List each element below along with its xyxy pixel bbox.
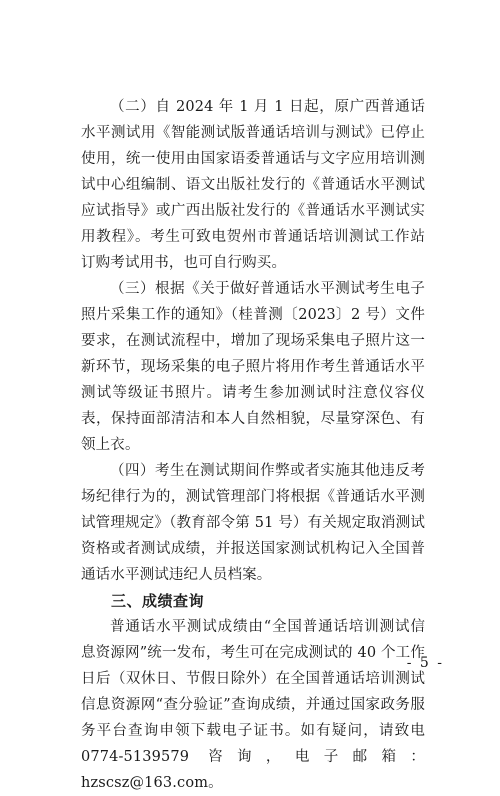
section-heading-score-query: 三、成绩查询 [111,592,205,610]
paragraph-exam-discipline: （四）考生在测试期间作弊或者实施其他违反考场纪律行为的，测试管理部门将根据《普通话水平测试管理规定》（教育部令第 51 号）有关规定取消测试资格或者测试成绩，并报送国家测试机构记入全国普通话水平测试违纪人员档案。 [81,463,425,583]
paragraph-photo-collection: （三）根据《关于做好普通话水平测试考生电子照片采集工作的通知》（桂普测〔2023〕2 号）文件要求，在测试流程中，增加了现场采集电子照片这一新环节，现场采集的电子照片将用作考生普通话水平测试等级证书照片。请考生参加测试时注意仪容仪表，保持面部清洁和本人自然相貌，尽量穿深色、有领上衣。 [81,281,425,453]
paragraph-textbook-notice: （二）自 2024 年 1 月 1 日起，原广西普通话水平测试用《智能测试版普通话培训与测试》已停止使用，统一使用由国家语委普通话与文字应用培训测试中心组编制、语文出版社发行的《普通话水平测试应试指导》或广西出版社发行的《普通话水平测试实用教程》。考生可致电贺州市普通话培训测试工作站订购考试用书，也可自行购买。 [81,99,425,271]
document-body [81,94,425,796]
paragraph-score-query: 普通话水平测试成绩由“全国普通话培训测试信息资源网”统一发布，考生可在完成测试的 40 个工作日后（双休日、节假日除外）在全国普通话培训测试信息资源网“查分验证”查询成绩，并通过国家政务服务平台查询申领下载电子证书。如有疑问，请致电 0774-5139579 咨询，电子邮箱：hzscsz@163.com。 [81,619,425,791]
page-number: - 5 - [406,655,444,671]
